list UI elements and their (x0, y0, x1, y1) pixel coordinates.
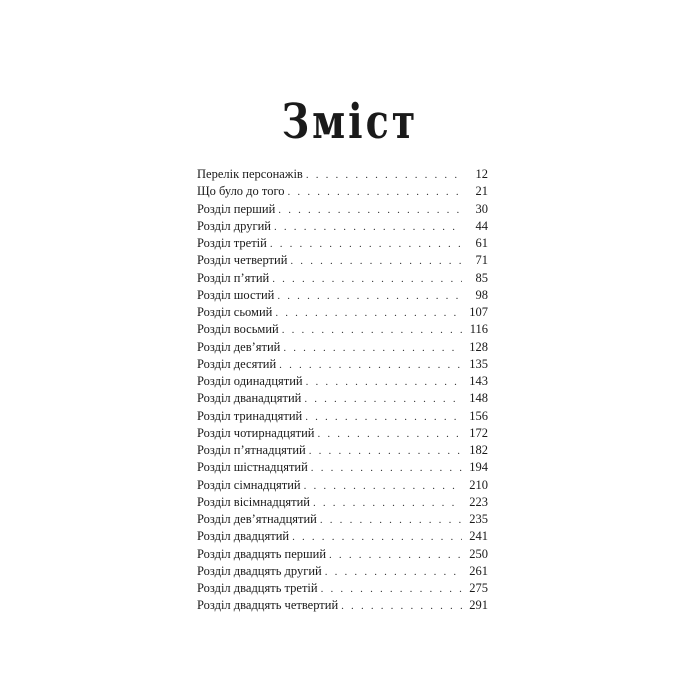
toc-entry-label: Розділ другий (197, 218, 271, 233)
toc-entry-label: Розділ сьомий (197, 305, 273, 319)
toc-entry-label: Розділ шостий (197, 287, 275, 302)
toc-entry-page: 98 (475, 287, 488, 302)
toc-entry-page: 30 (475, 201, 488, 216)
toc-entry-page: 172 (469, 425, 488, 440)
toc-leader-dots (329, 547, 462, 563)
toc-leader-dots (292, 529, 462, 545)
toc-entry-label: Розділ дев’ятий (197, 339, 281, 354)
toc-leader-dots (305, 409, 462, 425)
toc-entry (197, 546, 488, 563)
toc-entry-label: Розділ двадцять другий (197, 563, 322, 578)
toc-leader-dots (304, 391, 462, 407)
toc-entry (197, 270, 488, 287)
toc-leader-dots (306, 374, 462, 390)
toc-entry-page: 182 (469, 443, 488, 457)
toc-entry (197, 235, 488, 252)
toc-leader-dots (309, 443, 462, 459)
toc-leader-dots (270, 236, 462, 252)
toc-entry-label: Розділ одинадцятий (197, 374, 303, 388)
toc-entry-label: Що було до того (197, 184, 285, 199)
toc-entry (197, 287, 488, 304)
toc-entry-page: 116 (469, 322, 488, 337)
toc-entry-label: Перелік персонажів (197, 167, 303, 181)
toc-entry-label: Розділ вісімнадцятий (197, 494, 310, 509)
toc-entry (197, 339, 488, 356)
toc-leader-dots (304, 478, 462, 494)
page-title: Зміст (281, 92, 419, 149)
toc-entry-label: Розділ шістнадцятий (197, 460, 308, 475)
toc-leader-dots (290, 253, 462, 269)
toc-entry-label: Розділ тринадцятий (197, 408, 303, 423)
toc-entry-label: Розділ двадцять четвертий (197, 598, 339, 613)
toc-entry-label: Розділ четвертий (197, 253, 288, 268)
toc-entry-page: 21 (475, 184, 488, 199)
toc-entry-page: 143 (469, 374, 488, 388)
toc-leader-dots (341, 598, 462, 614)
toc-leader-dots (279, 357, 462, 373)
toc-entry-page: 156 (469, 408, 488, 423)
toc-entry-page: 135 (469, 356, 488, 371)
toc-entry (197, 373, 488, 390)
toc-entry (197, 477, 488, 494)
toc-entry-label: Розділ двадцять перший (197, 546, 327, 561)
toc-leader-dots (306, 167, 462, 183)
toc-entry-page: 148 (469, 391, 488, 406)
toc-entry-page: 241 (469, 529, 488, 544)
toc-entry-page: 107 (469, 305, 488, 319)
toc-entry-page: 223 (469, 494, 488, 509)
toc-entry (197, 252, 488, 269)
toc-entry-label: Розділ п’ятнадцятий (197, 443, 306, 457)
toc-leader-dots (311, 460, 462, 476)
toc-leader-dots (282, 322, 462, 338)
toc-entry-page: 261 (469, 563, 488, 578)
toc-entry-page: 194 (469, 460, 488, 475)
toc-entry-page: 291 (469, 598, 488, 613)
toc-entry (197, 408, 488, 425)
toc-entry-label: Розділ п’ятий (197, 270, 270, 285)
toc-entry-label: Розділ третій (197, 236, 267, 250)
toc-entry-page: 71 (475, 253, 488, 268)
toc-entry-label: Розділ восьмий (197, 322, 279, 337)
toc-entry-page: 275 (469, 581, 488, 595)
toc-entry (197, 528, 488, 545)
toc-entry-label: Розділ десятий (197, 356, 277, 371)
toc-entry (197, 183, 488, 200)
toc-leader-dots (278, 202, 462, 218)
toc-entry-page: 44 (475, 218, 488, 233)
toc-entry (197, 494, 488, 511)
toc-leader-dots (320, 512, 462, 528)
toc-leader-dots (288, 184, 462, 200)
toc-leader-dots (283, 340, 462, 356)
toc-entry (197, 425, 488, 442)
toc-entry-label: Розділ дванадцятий (197, 391, 302, 406)
toc-entry (197, 511, 488, 528)
toc-leader-dots (313, 495, 462, 511)
toc-entry-label: Розділ двадцять третій (197, 581, 318, 595)
toc-entry (197, 166, 488, 183)
toc-leader-dots (321, 581, 462, 597)
table-of-contents (197, 166, 488, 615)
toc-entry-label: Розділ дев’ятнадцятий (197, 512, 317, 526)
toc-leader-dots (272, 271, 462, 287)
toc-entry (197, 218, 488, 235)
toc-leader-dots (274, 219, 462, 235)
toc-entry-page: 210 (469, 477, 488, 492)
toc-entry (197, 304, 488, 321)
toc-entry-label: Розділ перший (197, 201, 276, 216)
toc-entry-page: 128 (469, 339, 488, 354)
toc-entry (197, 580, 488, 597)
toc-entry-page: 85 (475, 270, 488, 285)
toc-entry (197, 356, 488, 373)
toc-entry-page: 235 (469, 512, 488, 526)
toc-entry (197, 442, 488, 459)
toc-entry-label: Розділ сімнадцятий (197, 477, 301, 492)
toc-entry (197, 563, 488, 580)
toc-leader-dots (317, 426, 462, 442)
toc-entry-label: Розділ двадцятий (197, 529, 290, 544)
toc-entry-page: 250 (469, 546, 488, 561)
toc-entry (197, 321, 488, 338)
toc-entry-label: Розділ чотирнадцятий (197, 425, 315, 440)
toc-entry-page: 61 (475, 236, 488, 250)
toc-entry (197, 459, 488, 476)
toc-entry (197, 390, 488, 407)
toc-leader-dots (275, 305, 462, 321)
toc-entry (197, 597, 488, 614)
toc-entry (197, 201, 488, 218)
toc-leader-dots (277, 288, 462, 304)
toc-entry-page: 12 (475, 167, 488, 181)
toc-leader-dots (325, 564, 462, 580)
